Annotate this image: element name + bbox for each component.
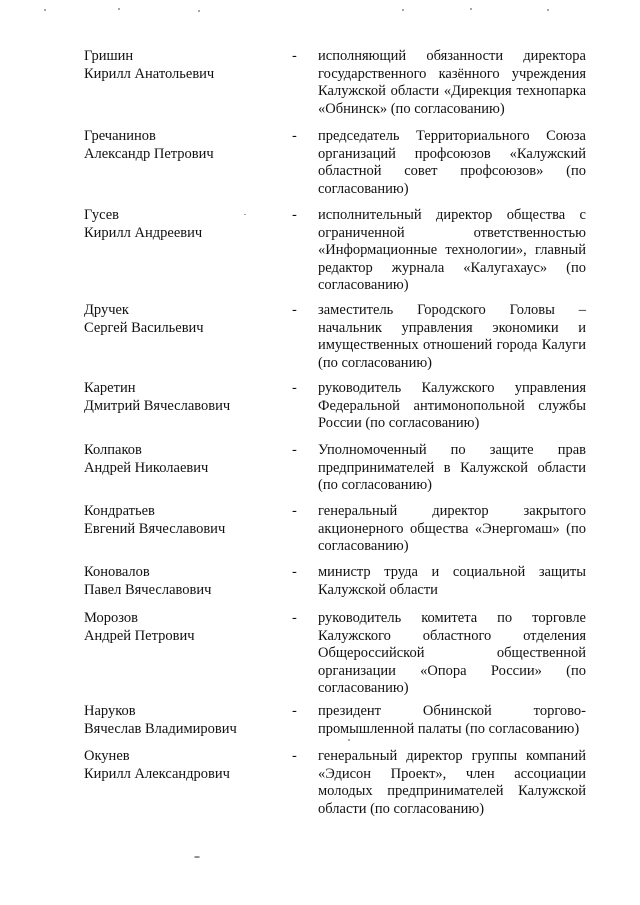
member-surname: Колпаков (84, 442, 142, 458)
member-given-names: Кирилл Анатольевич (84, 65, 215, 82)
separator-dash: - (292, 703, 297, 719)
member-surname: Гришин (84, 48, 134, 64)
scan-speck (402, 9, 404, 11)
member-surname: Гречанинов (84, 128, 156, 144)
member-given-names: Сергей Васильевич (84, 319, 204, 336)
scan-speck (470, 8, 472, 10)
separator-dash: - (292, 302, 297, 318)
member-position: руководитель Калужского управления Федеральной антимонопольной службы России (по согласованию) (318, 380, 586, 431)
member-surname: Гусев (84, 207, 119, 223)
separator-dash: - (292, 442, 297, 458)
separator-dash: - (292, 564, 297, 580)
scan-speck (194, 856, 200, 858)
member-given-names: Андрей Петрович (84, 627, 195, 644)
member-position: президент Обнинской торгово-промышленной палаты (по согласованию) (318, 703, 586, 737)
member-surname: Коновалов (84, 564, 150, 580)
separator-dash: - (292, 128, 297, 144)
member-name (84, 48, 284, 83)
member-position: исполнительный директор общества с ограниченной ответственностью «Информационные технологии», главный редактор журнала «Калугахаус» (по согласованию) (318, 207, 586, 293)
separator-dash: - (292, 503, 297, 519)
member-position: Уполномоченный по защите прав предпринимателей в Калужской области (по согласованию) (318, 442, 586, 493)
member-position: председатель Территориального Союза организаций профсоюзов «Калужский областной совет профсоюзов» (по согласованию) (318, 128, 586, 197)
member-position: министр труда и социальной защиты Калужской области (318, 564, 586, 598)
separator-dash: - (292, 380, 297, 396)
member-surname: Наруков (84, 703, 136, 719)
member-position: генеральный директор группы компаний «Эдисон Проект», член ассоциации молодых предпринимателей Калужской области (по согласованию) (318, 748, 586, 817)
member-name (84, 380, 284, 415)
member-given-names: Кирилл Александрович (84, 765, 230, 782)
separator-dash: - (292, 207, 297, 223)
member-position: исполняющий обязанности директора государственного казённого учреждения Калужской области «Дирекция технопарка «Обнинск» (по согласованию) (318, 48, 586, 117)
member-position: заместитель Городского Головы – начальник управления экономики и имущественных отношений города Калуги (по согласованию) (318, 302, 586, 371)
separator-dash: - (292, 48, 297, 64)
member-name (84, 128, 284, 163)
member-surname: Дручек (84, 302, 129, 318)
member-name (84, 748, 284, 783)
member-name (84, 442, 284, 477)
member-name (84, 564, 284, 599)
member-given-names: Андрей Николаевич (84, 459, 209, 476)
member-position: руководитель комитета по торговле Калужского областного отделения Общероссийской общественной организации «Опора России» (по согласованию) (318, 610, 586, 696)
member-surname: Морозов (84, 610, 139, 626)
scan-speck (547, 9, 549, 11)
scan-speck (44, 9, 46, 11)
member-given-names: Вячеслав Владимирович (84, 720, 237, 737)
member-position: генеральный директор закрытого акционерного общества «Энергомаш» (по согласованию) (318, 503, 586, 554)
member-name (84, 207, 284, 242)
member-surname: Каретин (84, 380, 136, 396)
scan-speck (198, 10, 200, 12)
member-given-names: Дмитрий Вячеславович (84, 397, 231, 414)
scan-speck (348, 739, 350, 741)
member-name (84, 302, 284, 337)
member-name (84, 503, 284, 538)
member-given-names: Евгений Вячеславович (84, 520, 226, 537)
scan-speck (244, 214, 246, 215)
scan-speck (118, 8, 120, 10)
separator-dash: - (292, 748, 297, 764)
member-surname: Окунев (84, 748, 130, 764)
separator-dash: - (292, 610, 297, 626)
member-name (84, 703, 284, 738)
member-given-names: Кирилл Андреевич (84, 224, 203, 241)
member-surname: Кондратьев (84, 503, 155, 519)
member-given-names: Александр Петрович (84, 145, 214, 162)
member-given-names: Павел Вячеславович (84, 581, 212, 598)
member-name (84, 610, 284, 645)
